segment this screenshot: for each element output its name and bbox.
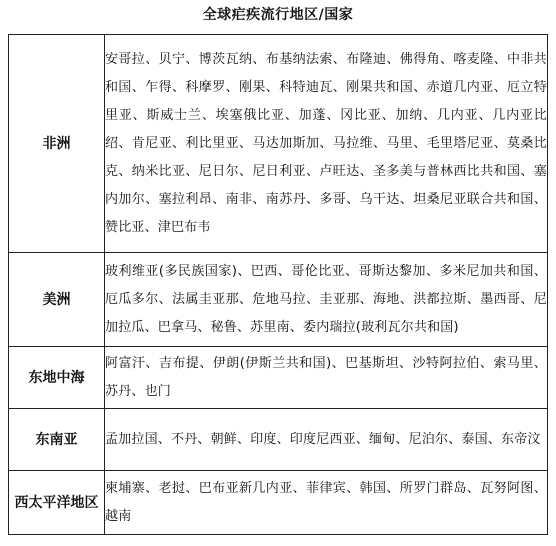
table-row-eastern-mediterranean (9, 347, 548, 409)
document-title: 全球疟疾流行地区/国家 (202, 7, 354, 23)
region-name-cell: 西太平洋地区 (9, 471, 105, 535)
table-row-southeast-asia (9, 409, 548, 471)
malaria-regions-table (8, 34, 548, 535)
table-row-americas (9, 253, 548, 347)
countries-cell: 阿富汗、吉布提、伊朗(伊斯兰共和国)、巴基斯坦、沙特阿拉伯、索马里、苏丹、也门 (105, 347, 548, 409)
region-name-cell: 美洲 (9, 253, 105, 347)
table-row-western-pacific (9, 471, 548, 535)
countries-cell: 玻利维亚(多民族国家)、巴西、哥伦比亚、哥斯达黎加、多米尼加共和国、厄瓜多尔、法属圭亚那、危地马拉、圭亚那、海地、洪都拉斯、墨西哥、尼加拉瓜、巴拿马、秘鲁、苏里南、委内瑞拉(玻利瓦尔共和国) (105, 253, 548, 347)
countries-cell: 柬埔寨、老挝、巴布亚新几内亚、菲律宾、韩国、所罗门群岛、瓦努阿图、越南 (105, 471, 548, 535)
countries-cell: 孟加拉国、不丹、朝鲜、印度、印度尼西亚、缅甸、尼泊尔、泰国、东帝汶 (105, 409, 548, 471)
table-row-africa (9, 35, 548, 253)
countries-cell: 安哥拉、贝宁、博茨瓦纳、布基纳法索、布隆迪、佛得角、喀麦隆、中非共和国、乍得、科摩罗、刚果、科特迪瓦、刚果共和国、赤道几内亚、厄立特里亚、斯威士兰、埃塞俄比亚、加蓬、冈比亚、加纳、几内亚、几内亚比绍、肯尼亚、利比里亚、马达加斯加、马拉维、马里、毛里塔尼亚、莫桑比克、纳米比亚、尼日尔、尼日利亚、卢旺达、圣多美与普林西比共和国、塞内加尔、塞拉利昂、南非、南苏丹、多哥、乌干达、坦桑尼亚联合共和国、赞比亚、津巴布韦 (105, 35, 548, 253)
region-name-cell: 东地中海 (9, 347, 105, 409)
region-name-cell: 东南亚 (9, 409, 105, 471)
region-name-cell: 非洲 (9, 35, 105, 253)
